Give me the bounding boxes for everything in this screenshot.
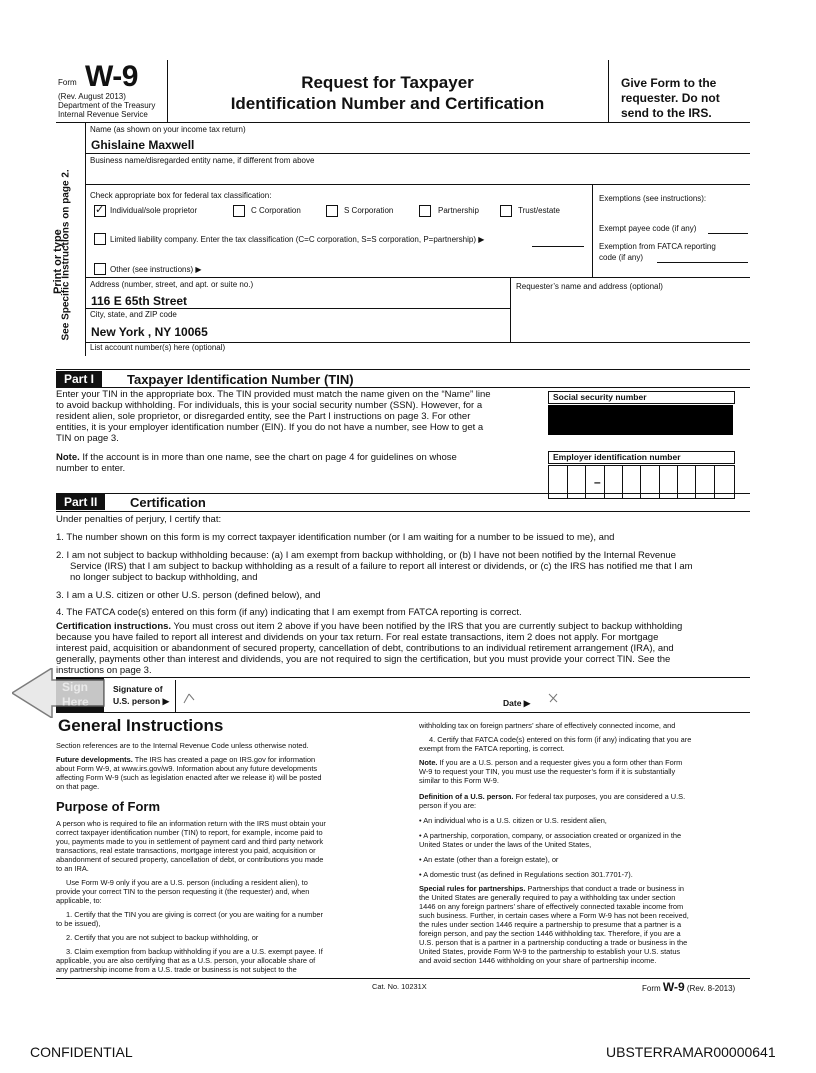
ssn-redaction [548,405,733,435]
gi-section-references: Section references are to the Internal Revenue Code unless otherwise noted. [56,741,309,750]
gi-purpose-line5: abandonment of secured property, cancellation of debt, or contributions you made [56,855,324,864]
general-instructions-title: General Instructions [58,716,224,735]
gi-future-line4: on that page. [56,782,100,791]
bates-number: UBSTERRAMAR00000641 [606,1044,776,1060]
date-field[interactable] [538,685,748,709]
gi-claim-line2: applicable, you are also certifying that as a U.S. person, your allocable share of [56,956,316,965]
gi-special-line9: and avoid section 1446 withholding on your share of partnership income. [419,956,657,965]
city-value[interactable]: New York , NY 10065 [91,325,208,339]
gi-future-line3: affecting Form W-9 (such as legislation enacted after we release it) will be posted [56,773,322,782]
exemptions-label: Exemptions (see instructions): [599,194,707,203]
date-label: Date ▶ [503,698,531,708]
form-revision: (Rev. August 2013) [58,92,126,101]
give-form-line2: requester. Do not [621,91,720,105]
form-number: W-9 [85,60,138,93]
trust-checkbox[interactable] [500,205,512,217]
purpose-of-form-title: Purpose of Form [56,799,161,814]
ein-dash: – [594,475,601,489]
s-corp-checkbox[interactable] [326,205,338,217]
cert-instructions-line3: interest paid, acquisition or abandonment of secured property, cancellation of debt, contributions to an individual retirement arrangement (IRA), and [56,643,674,654]
gi-purpose-line6: to an IRA. [56,864,89,873]
ssn-label: Social security number [553,392,647,402]
c-corp-checkbox[interactable] [233,205,245,217]
cert-item-4: 4. The FATCA code(s) entered on this form (if any) indicating that I am exempt from FATCA reporting is correct. [56,607,522,618]
gi-purpose-line2: correct taxpayer identification number (TIN) to report, for example, income paid to [56,828,323,837]
gi-certify1-line2: to be issued), [56,919,101,928]
agency: Internal Revenue Service [58,110,148,119]
gi-purpose-line1: A person who is required to file an information return with the IRS must obtain your [56,819,326,828]
give-form-line3: send to the IRS. [621,106,712,120]
catalog-number: Cat. No. 10231X [372,982,427,991]
part2-title: Certification [130,495,206,510]
cert-instructions-line1: Certification instructions. You must cross out item 2 above if you have been notified by the IRS that you are currently subject to backup withholding [56,621,683,632]
part1-title: Taxpayer Identification Number (TIN) [127,372,354,387]
cert-item-2-line3: no longer subject to backup withholding, and [70,572,258,583]
part1-para-line1: Enter your TIN in the appropriate box. The TIN provided must match the name given on the “Name” line [56,389,491,400]
gi-right-fatca-line2: exempt from the FATCA reporting, is correct. [419,744,565,753]
gi-future-line1: Future developments. The IRS has created a page on IRS.gov for information [56,755,316,764]
llc-classification-input[interactable] [532,246,584,247]
requester-label: Requester’s name and address (optional) [516,282,663,291]
cert-instructions-line2: because you have failed to report all interest and dividends on your tax return. For real estate transactions, item 2 does not apply. For mortgage [56,632,659,643]
sign-arrow-icon [12,668,112,718]
city-label: City, state, and ZIP code [90,310,177,319]
gi-definition-line2: person if you are: [419,801,477,810]
cert-item-2-line1: 2. I am not subject to backup withholding because: (a) I am exempt from backup withholding, or (b) I have not been notified by the Internal Revenue [56,550,676,561]
signature-label-line1: Signature of [113,684,163,694]
gi-right-fatca-line1: 4. Certify that FATCA code(s) entered on this form (if any) indicating that you are [429,735,692,744]
address-label: Address (number, street, and apt. or suite no.) [90,280,254,289]
cert-item-2-line2: Service (IRS) that I am subject to backup withholding as a result of a failure to report all interest or dividends, or (c) the IRS has notified me that I am [70,561,693,572]
classification-label: Check appropriate box for federal tax classification: [90,191,272,200]
account-numbers-label: List account number(s) here (optional) [90,343,226,352]
gi-future-line2: about Form W-9, at www.irs.gov/w9. Information about any future developments [56,764,318,773]
partnership-checkbox[interactable] [419,205,431,217]
gi-use-line2: provide your correct TIN to the person requesting it (the requester) and, when [56,887,310,896]
cert-item-3: 3. I am a U.S. citizen or other U.S. person (defined below), and [56,590,321,601]
signature-label-line2: U.S. person ▶ [113,696,170,706]
gi-special-line3: 1446 on any foreign partners’ share of effectively connected taxable income from [419,902,684,911]
part1-para-line4: entities, it is your employer identification number (EIN). If you do not have a number, see How to get a [56,422,484,433]
see-specific-instructions-label: See Specific Instructions on page 2. [60,169,72,341]
fatca-label-line1: Exemption from FATCA reporting [599,242,716,251]
gi-bullet-trust: • A domestic trust (as defined in Regulations section 301.7701-7). [419,870,633,879]
gi-purpose-line3: you, payments made to you in settlement of payment card and third party network [56,837,324,846]
cert-item-1: 1. The number shown on this form is my correct taxpayer identification number (or I am waiting for a number to be issued to me), and [56,532,615,543]
part1-para-line3: resident alien, sole proprietor, or disregarded entity, see the Part I instructions on page 3. For other [56,411,471,422]
part1-note-line2: number to enter. [56,463,126,474]
gi-special-line2: the United States are generally required to pay a withholding tax under section [419,893,676,902]
gi-claim-line1: 3. Claim exemption from backup withholding if you are a U.S. exempt payee. If [66,947,323,956]
gi-special-line5: the rules under section 1446 require a partnership to presume that a partner is a [419,920,682,929]
trust-label: Trust/estate [518,206,560,215]
gi-special-line4: such business. Further, in certain cases where a Form W-9 has not been received, [419,911,689,920]
fatca-code-input[interactable] [657,262,748,263]
form-label: Form [58,78,77,87]
partnership-label: Partnership [438,206,479,215]
gi-certify1-line1: 1. Certify that the TIN you are giving is correct (or you are waiting for a number [66,910,324,919]
exempt-payee-label: Exempt payee code (if any) [599,224,697,233]
name-value[interactable]: Ghislaine Maxwell [91,138,195,152]
gi-special-line7: U.S. person that is a partner in a partnership conducting a trade or business in the [419,938,688,947]
gi-use-line3: applicable, to: [56,896,102,905]
part2-tag: Part II [56,494,105,510]
gi-bullet-partnership-line1: • A partnership, corporation, company, or association created or organized in the [419,831,682,840]
gi-special-line1: Special rules for partnerships. Partnerships that conduct a trade or business in [419,884,684,893]
individual-label: Individual/sole proprietor [110,206,198,215]
other-checkbox[interactable] [94,263,106,275]
gi-use-line1: Use Form W-9 only if you are a U.S. person (including a resident alien), to [66,878,308,887]
gi-special-line8: United States, provide Form W-9 to the partnership to establish your U.S. status [419,947,681,956]
gi-definition-line1: Definition of a U.S. person. For federal tax purposes, you are considered a U.S. [419,792,686,801]
give-form-line1: Give Form to the [621,76,717,90]
form-title-line1: Request for Taxpayer [301,73,474,92]
print-or-type-label: Print or type [52,229,64,294]
gi-right-note-line3: similar to this Form W-9. [419,776,499,785]
perjury-statement: Under penalties of perjury, I certify that: [56,514,222,525]
other-label: Other (see instructions) ▶ [110,265,202,274]
c-corp-label: C Corporation [251,206,301,215]
footer-form-id: Form W-9 (Rev. 8-2013) [642,980,736,994]
gi-bullet-partnership-line2: United States or under the laws of the United States, [419,840,592,849]
gi-bullet-individual: • An individual who is a U.S. citizen or U.S. resident alien, [419,816,607,825]
address-value[interactable]: 116 E 65th Street [91,294,188,308]
llc-label: Limited liability company. Enter the tax classification (C=C corporation, S=S corporation, P=partnership) ▶ [110,235,485,244]
name-label: Name (as shown on your income tax return) [90,125,246,134]
cert-instructions-line4: generally, payments other than interest and dividends, you are not required to sign the certification, but you must provide your correct TIN. See the [56,654,671,665]
date-flag-mark-icon [547,692,559,704]
gi-certify2: 2. Certify that you are not subject to backup withholding, or [66,933,259,942]
exempt-payee-input[interactable] [708,233,748,234]
gi-right-note-line2: W-9 to request your TIN, you must use the requester’s form if it is substantially [419,767,676,776]
part1-tag: Part I [56,371,102,387]
gi-claim-line3: any partnership income from a U.S. trade or business is not subject to the [56,965,297,974]
gi-special-line6: foreign person, and pay the section 1446 withholding tax. Therefore, if you are a [419,929,681,938]
part1-note-line1: Note. If the account is in more than one name, see the chart on page 4 for guidelines on whose [56,452,457,463]
llc-checkbox[interactable] [94,233,106,245]
business-name-label: Business name/disregarded entity name, if different from above [90,156,315,165]
gi-right-withholding: withholding tax on foreign partners’ share of effectively connected income, and [419,721,676,730]
individual-checkbox[interactable] [94,205,106,217]
cert-instructions-line5: instructions on page 3. [56,665,152,676]
department: Department of the Treasury [58,101,156,110]
signature-flag-mark-icon [183,692,195,704]
part1-para-line2: to avoid backup withholding. For individuals, this is your social security number (SSN). However, for a [56,400,483,411]
gi-bullet-estate: • An estate (other than a foreign estate), or [419,855,559,864]
form-title-line2: Identification Number and Certification [230,94,545,113]
gi-right-note-line1: Note. If you are a U.S. person and a requester gives you a form other than Form [419,758,683,767]
signature-field[interactable] [178,683,478,709]
gi-purpose-line4: transactions, real estate transactions, mortgage interest you paid, acquisition or [56,846,316,855]
s-corp-label: S Corporation [344,206,394,215]
ein-label: Employer identification number [553,452,681,462]
confidential-stamp: CONFIDENTIAL [30,1044,133,1060]
part1-para-line5: TIN on page 3. [56,433,119,444]
fatca-label-line2: code (if any) [599,253,644,262]
